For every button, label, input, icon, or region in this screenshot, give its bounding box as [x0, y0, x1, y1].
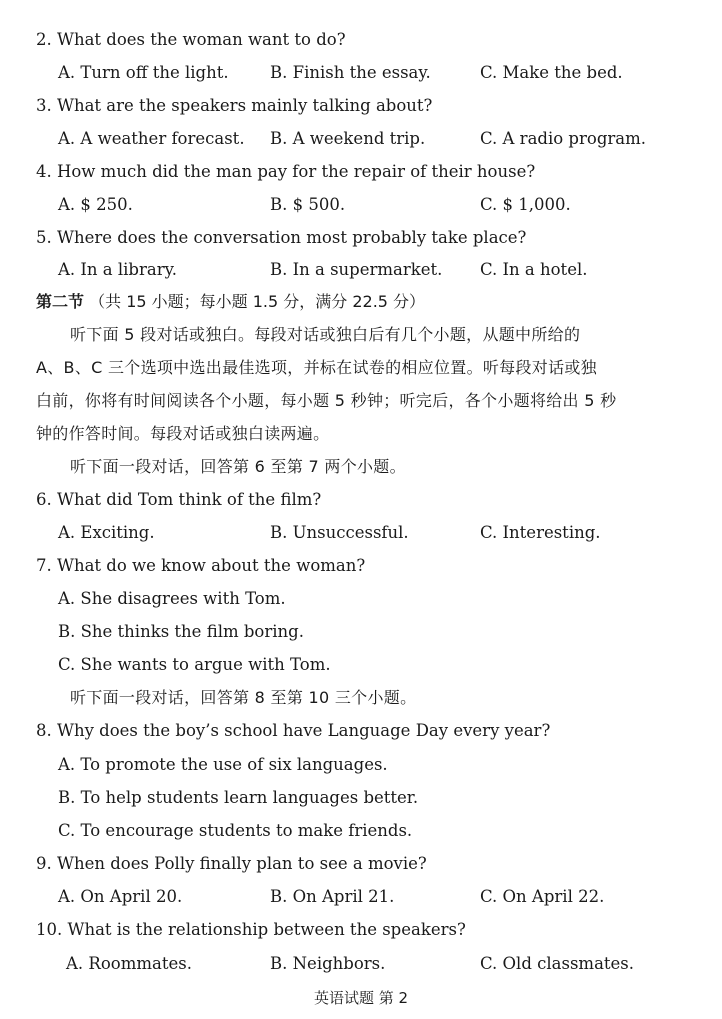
instruction-line: 钟的作答时间。每段对话或独白读两遍。: [36, 424, 330, 443]
section-heading: [36, 291, 425, 313]
question-5-options: [58, 259, 708, 281]
section-title: 第二节: [36, 292, 85, 311]
question-10-options: [58, 953, 708, 975]
question-3: 3. What are the speakers mainly talking about?: [36, 96, 433, 115]
option-b: B. $ 500.: [270, 195, 346, 214]
option-b: B. To help students learn languages better.: [58, 788, 419, 807]
option-a: A. On April 20.: [58, 887, 183, 906]
option-a: A. To promote the use of six languages.: [58, 755, 388, 774]
option-b: B. Finish the essay.: [270, 63, 431, 82]
page-footer: 英语试题 第 2: [313, 989, 409, 1007]
option-a: A. Roommates.: [66, 954, 192, 973]
option-c: C. In a hotel.: [480, 260, 588, 279]
option-a: A. Exciting.: [58, 523, 155, 542]
option-b: B. She thinks the film boring.: [58, 622, 304, 641]
question-8: 8. Why does the boy’s school have Language Day every year?: [36, 721, 551, 740]
question-3-options: [58, 128, 708, 150]
question-10: 10. What is the relationship between the speakers?: [36, 920, 466, 939]
option-b: B. In a supermarket.: [270, 260, 443, 279]
question-7: 7. What do we know about the woman?: [36, 556, 366, 575]
option-b: B. On April 21.: [270, 887, 395, 906]
option-b: B. Neighbors.: [270, 954, 386, 973]
option-a: A. $ 250.: [58, 195, 133, 214]
question-9-options: [58, 886, 708, 908]
question-2-options: [58, 62, 708, 84]
option-a: A. She disagrees with Tom.: [58, 589, 286, 608]
option-c: C. Old classmates.: [480, 954, 635, 973]
question-6: 6. What did Tom think of the film?: [36, 490, 322, 509]
instruction-line: A、B、C 三个选项中选出最佳选项，并标在试卷的相应位置。听每段对话或独: [36, 358, 597, 377]
option-c: C. On April 22.: [480, 887, 605, 906]
dialog-instruction-8-10: 听下面一段对话，回答第 8 至第 10 三个小题。: [70, 688, 417, 707]
option-a: A. A weather forecast.: [58, 129, 245, 148]
question-4: 4. How much did the man pay for the repair of their house?: [36, 162, 536, 181]
option-c: C. Make the bed.: [480, 63, 623, 82]
instruction-line: 白前，你将有时间阅读各个小题，每小题 5 秒钟；听完后，各个小题将给出 5 秒: [36, 391, 617, 410]
question-2: 2. What does the woman want to do?: [36, 30, 346, 49]
option-a: A. Turn off the light.: [58, 63, 229, 82]
option-c: C. She wants to argue with Tom.: [58, 655, 331, 674]
option-b: B. A weekend trip.: [270, 129, 426, 148]
question-5: 5. Where does the conversation most probably take place?: [36, 228, 527, 247]
question-6-options: [58, 522, 708, 544]
option-b: B. Unsuccessful.: [270, 523, 409, 542]
question-4-options: [58, 194, 708, 216]
option-c: C. Interesting.: [480, 523, 601, 542]
option-c: C. $ 1,000.: [480, 195, 571, 214]
question-9: 9. When does Polly finally plan to see a movie?: [36, 854, 427, 873]
option-c: C. A radio program.: [480, 129, 646, 148]
section-rule: （共 15 小题；每小题 1.5 分，满分 22.5 分）: [89, 292, 426, 311]
option-c: C. To encourage students to make friends.: [58, 821, 413, 840]
option-a: A. In a library.: [58, 260, 177, 279]
dialog-instruction-6-7: 听下面一段对话，回答第 6 至第 7 两个小题。: [70, 457, 406, 476]
instruction-line: 听下面 5 段对话或独白。每段对话或独白后有几个小题，从题中所给的: [70, 325, 581, 344]
